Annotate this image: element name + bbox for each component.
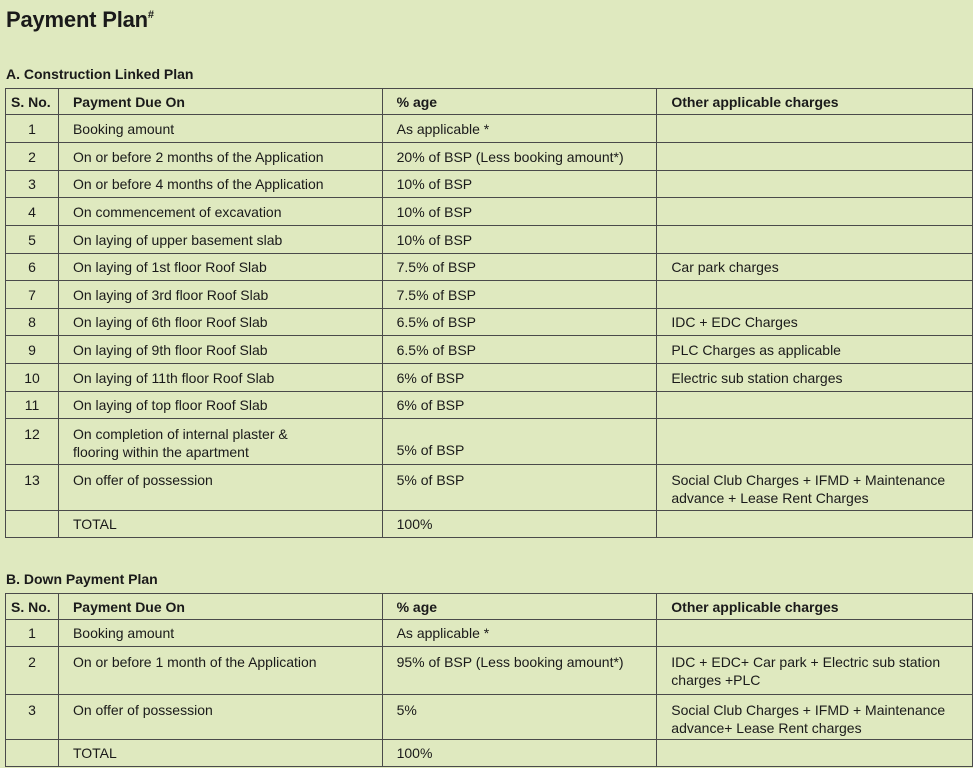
col-header-due: Payment Due On [58,594,382,620]
cell-due: TOTAL [58,740,382,767]
construction-linked-plan-table [5,88,973,538]
table-row [6,226,973,254]
table-row [6,309,973,336]
table-header-row [6,89,973,115]
col-header-sno: S. No. [6,594,59,620]
cell-sno: 8 [6,309,59,336]
cell-pct: 10% of BSP [382,226,657,254]
cell-due: On laying of 1st floor Roof Slab [58,254,382,281]
cell-pct: 5% of BSP [382,465,657,511]
cell-other [657,647,973,695]
cell-other [657,465,973,511]
cell-due: On commencement of excavation [58,198,382,226]
cell-sno: 13 [6,465,59,511]
section-b-heading: B. Down Payment Plan [6,571,158,587]
cell-pct: 5% of BSP [382,419,657,465]
cell-other [657,392,973,419]
cell-other [657,171,973,198]
table-row [6,143,973,171]
cell-sno: 11 [6,392,59,419]
cell-sno: 2 [6,647,59,695]
cell-other: IDC + EDC Charges [657,309,973,336]
cell-other: PLC Charges as applicable [657,336,973,364]
cell-other-line: Social Club Charges + IFMD + Maintenance [671,472,946,488]
table-row [6,465,973,511]
cell-due: On laying of 6th floor Roof Slab [58,309,382,336]
cell-pct: As applicable * [382,620,657,647]
cell-due: On offer of possession [58,465,382,511]
cell-other-line: advance+ Lease Rent charges [671,720,862,736]
col-header-sno: S. No. [6,89,59,115]
page-title-mark: # [147,9,154,21]
col-header-pct: % age [382,89,657,115]
cell-sno [6,511,59,538]
cell-sno: 3 [6,171,59,198]
cell-due: TOTAL [58,511,382,538]
col-header-other: Other applicable charges [657,594,973,620]
cell-sno: 1 [6,620,59,647]
table-row [6,419,973,465]
cell-pct: As applicable * [382,115,657,143]
cell-pct: 6% of BSP [382,364,657,392]
cell-sno: 2 [6,143,59,171]
table-row [6,647,973,695]
table-row [6,392,973,419]
cell-sno: 4 [6,198,59,226]
cell-other-line: advance + Lease Rent Charges [671,490,869,506]
col-header-due: Payment Due On [58,89,382,115]
cell-due: On laying of 11th floor Roof Slab [58,364,382,392]
cell-due [58,419,382,465]
cell-due: On or before 2 months of the Application [58,143,382,171]
cell-other [657,419,973,465]
table-row-total [6,740,973,767]
page-title-text: Payment Plan [6,7,148,32]
cell-pct: 7.5% of BSP [382,254,657,281]
table-row [6,115,973,143]
cell-pct: 10% of BSP [382,198,657,226]
table-row [6,336,973,364]
table-row [6,620,973,647]
cell-other: Electric sub station charges [657,364,973,392]
cell-due: On laying of upper basement slab [58,226,382,254]
cell-sno: 3 [6,695,59,740]
down-payment-plan-table [5,593,973,767]
cell-due: On laying of top floor Roof Slab [58,392,382,419]
cell-due: On or before 1 month of the Application [58,647,382,695]
cell-other [657,281,973,309]
cell-pct: 6.5% of BSP [382,336,657,364]
cell-other [657,226,973,254]
cell-sno: 9 [6,336,59,364]
cell-due-line: On completion of internal plaster & [72,426,288,442]
cell-other [657,695,973,740]
cell-other [657,620,973,647]
cell-sno: 6 [6,254,59,281]
cell-due: Booking amount [58,620,382,647]
cell-sno: 12 [6,419,59,465]
table-row [6,695,973,740]
cell-pct: 6% of BSP [382,392,657,419]
cell-due: On or before 4 months of the Application [58,171,382,198]
cell-due: Booking amount [58,115,382,143]
cell-pct: 95% of BSP (Less booking amount*) [382,647,657,695]
cell-sno: 5 [6,226,59,254]
cell-other: Car park charges [657,254,973,281]
cell-pct: 100% [382,511,657,538]
cell-sno: 10 [6,364,59,392]
cell-other-line: IDC + EDC+ Car park + Electric sub station [671,654,941,670]
cell-pct: 7.5% of BSP [382,281,657,309]
cell-sno [6,740,59,767]
col-header-other: Other applicable charges [657,89,973,115]
cell-other [657,740,973,767]
cell-due: On laying of 9th floor Roof Slab [58,336,382,364]
cell-due: On offer of possession [58,695,382,740]
table-row [6,281,973,309]
cell-pct: 5% [382,695,657,740]
cell-other [657,143,973,171]
cell-pct: 100% [382,740,657,767]
cell-other [657,511,973,538]
cell-due: On laying of 3rd floor Roof Slab [58,281,382,309]
cell-sno: 1 [6,115,59,143]
cell-pct: 6.5% of BSP [382,309,657,336]
cell-pct: 20% of BSP (Less booking amount*) [382,143,657,171]
cell-other-line: Social Club Charges + IFMD + Maintenance [671,702,946,718]
table-header-row [6,594,973,620]
table-row-total [6,511,973,538]
page-title [6,7,154,33]
section-a-heading: A. Construction Linked Plan [6,66,194,82]
cell-due-line: flooring within the apartment [72,444,249,460]
cell-other [657,115,973,143]
table-row [6,364,973,392]
table-row [6,254,973,281]
table-row [6,171,973,198]
table-row [6,198,973,226]
col-header-pct: % age [382,594,657,620]
cell-pct: 10% of BSP [382,171,657,198]
cell-sno: 7 [6,281,59,309]
cell-other-line: charges +PLC [671,672,761,688]
cell-other [657,198,973,226]
